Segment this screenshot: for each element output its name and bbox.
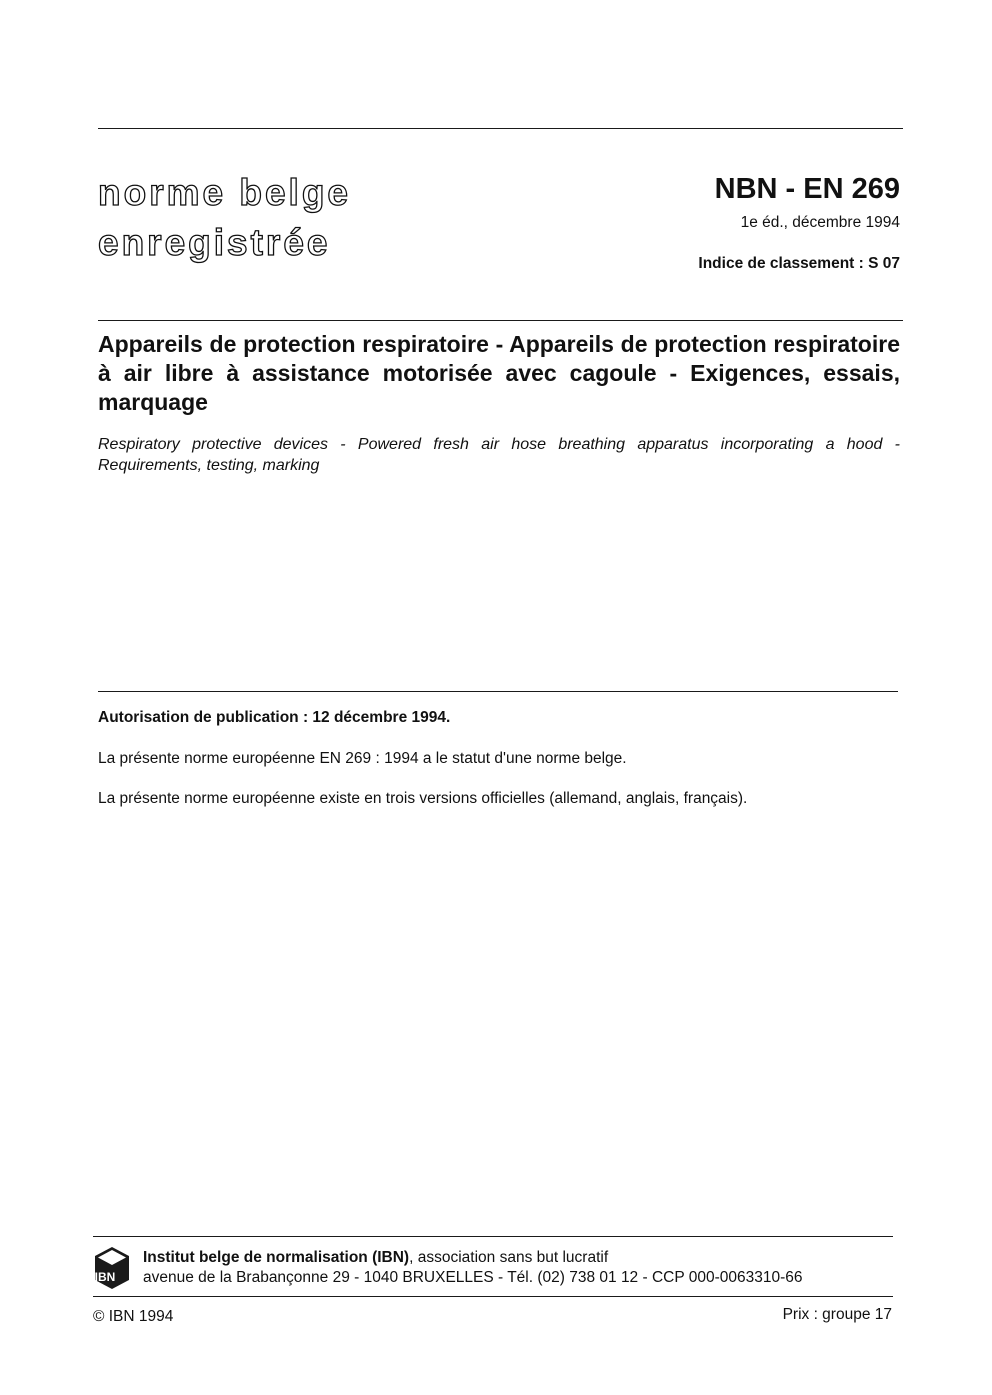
french-title: Appareils de protection respiratoire - Appareils de protection respiratoire à air libre à assistance motorisée avec cagoule - Exigences, essais, marquage [98,331,900,415]
header-divider [98,320,903,321]
top-rule [98,128,903,129]
brand-line-1: norme belge [98,172,351,213]
status-paragraph: La présente norme européenne EN 269 : 1994 a le statut d'une norme belge. [98,750,627,767]
versions-paragraph: La présente norme européenne existe en trois versions officielles (allemand, anglais, français). [98,790,748,807]
institute-name: Institut belge de normalisation (IBN) [143,1249,410,1266]
footer-bottom-rule [93,1296,893,1297]
body-divider [98,691,898,692]
english-title: Respiratory protective devices - Powered fresh air hose breathing apparatus incorporating a hood - Requirements, testing, marking [98,436,900,474]
publication-authorization: Autorisation de publication : 12 décembre 1994. [98,709,451,726]
ibn-logo-text: IBN [94,1270,116,1284]
price-group: Prix : groupe 17 [782,1306,892,1323]
institute-description: , association sans but lucratif [409,1249,609,1266]
ibn-logo-icon [93,1245,131,1291]
institute-line [143,1248,608,1267]
brand-title [98,168,351,268]
brand-line-2: enregistrée [98,222,331,263]
footer-top-rule [93,1236,893,1237]
classification-index: Indice de classement : S 07 [698,255,900,272]
edition-date: 1e éd., décembre 1994 [740,214,900,231]
copyright: © IBN 1994 [93,1308,174,1325]
institute-address: avenue de la Brabançonne 29 - 1040 BRUXELLES - Tél. (02) 738 01 12 - CCP 000-0063310-66 [143,1269,803,1286]
standard-id: NBN - EN 269 [714,173,900,205]
